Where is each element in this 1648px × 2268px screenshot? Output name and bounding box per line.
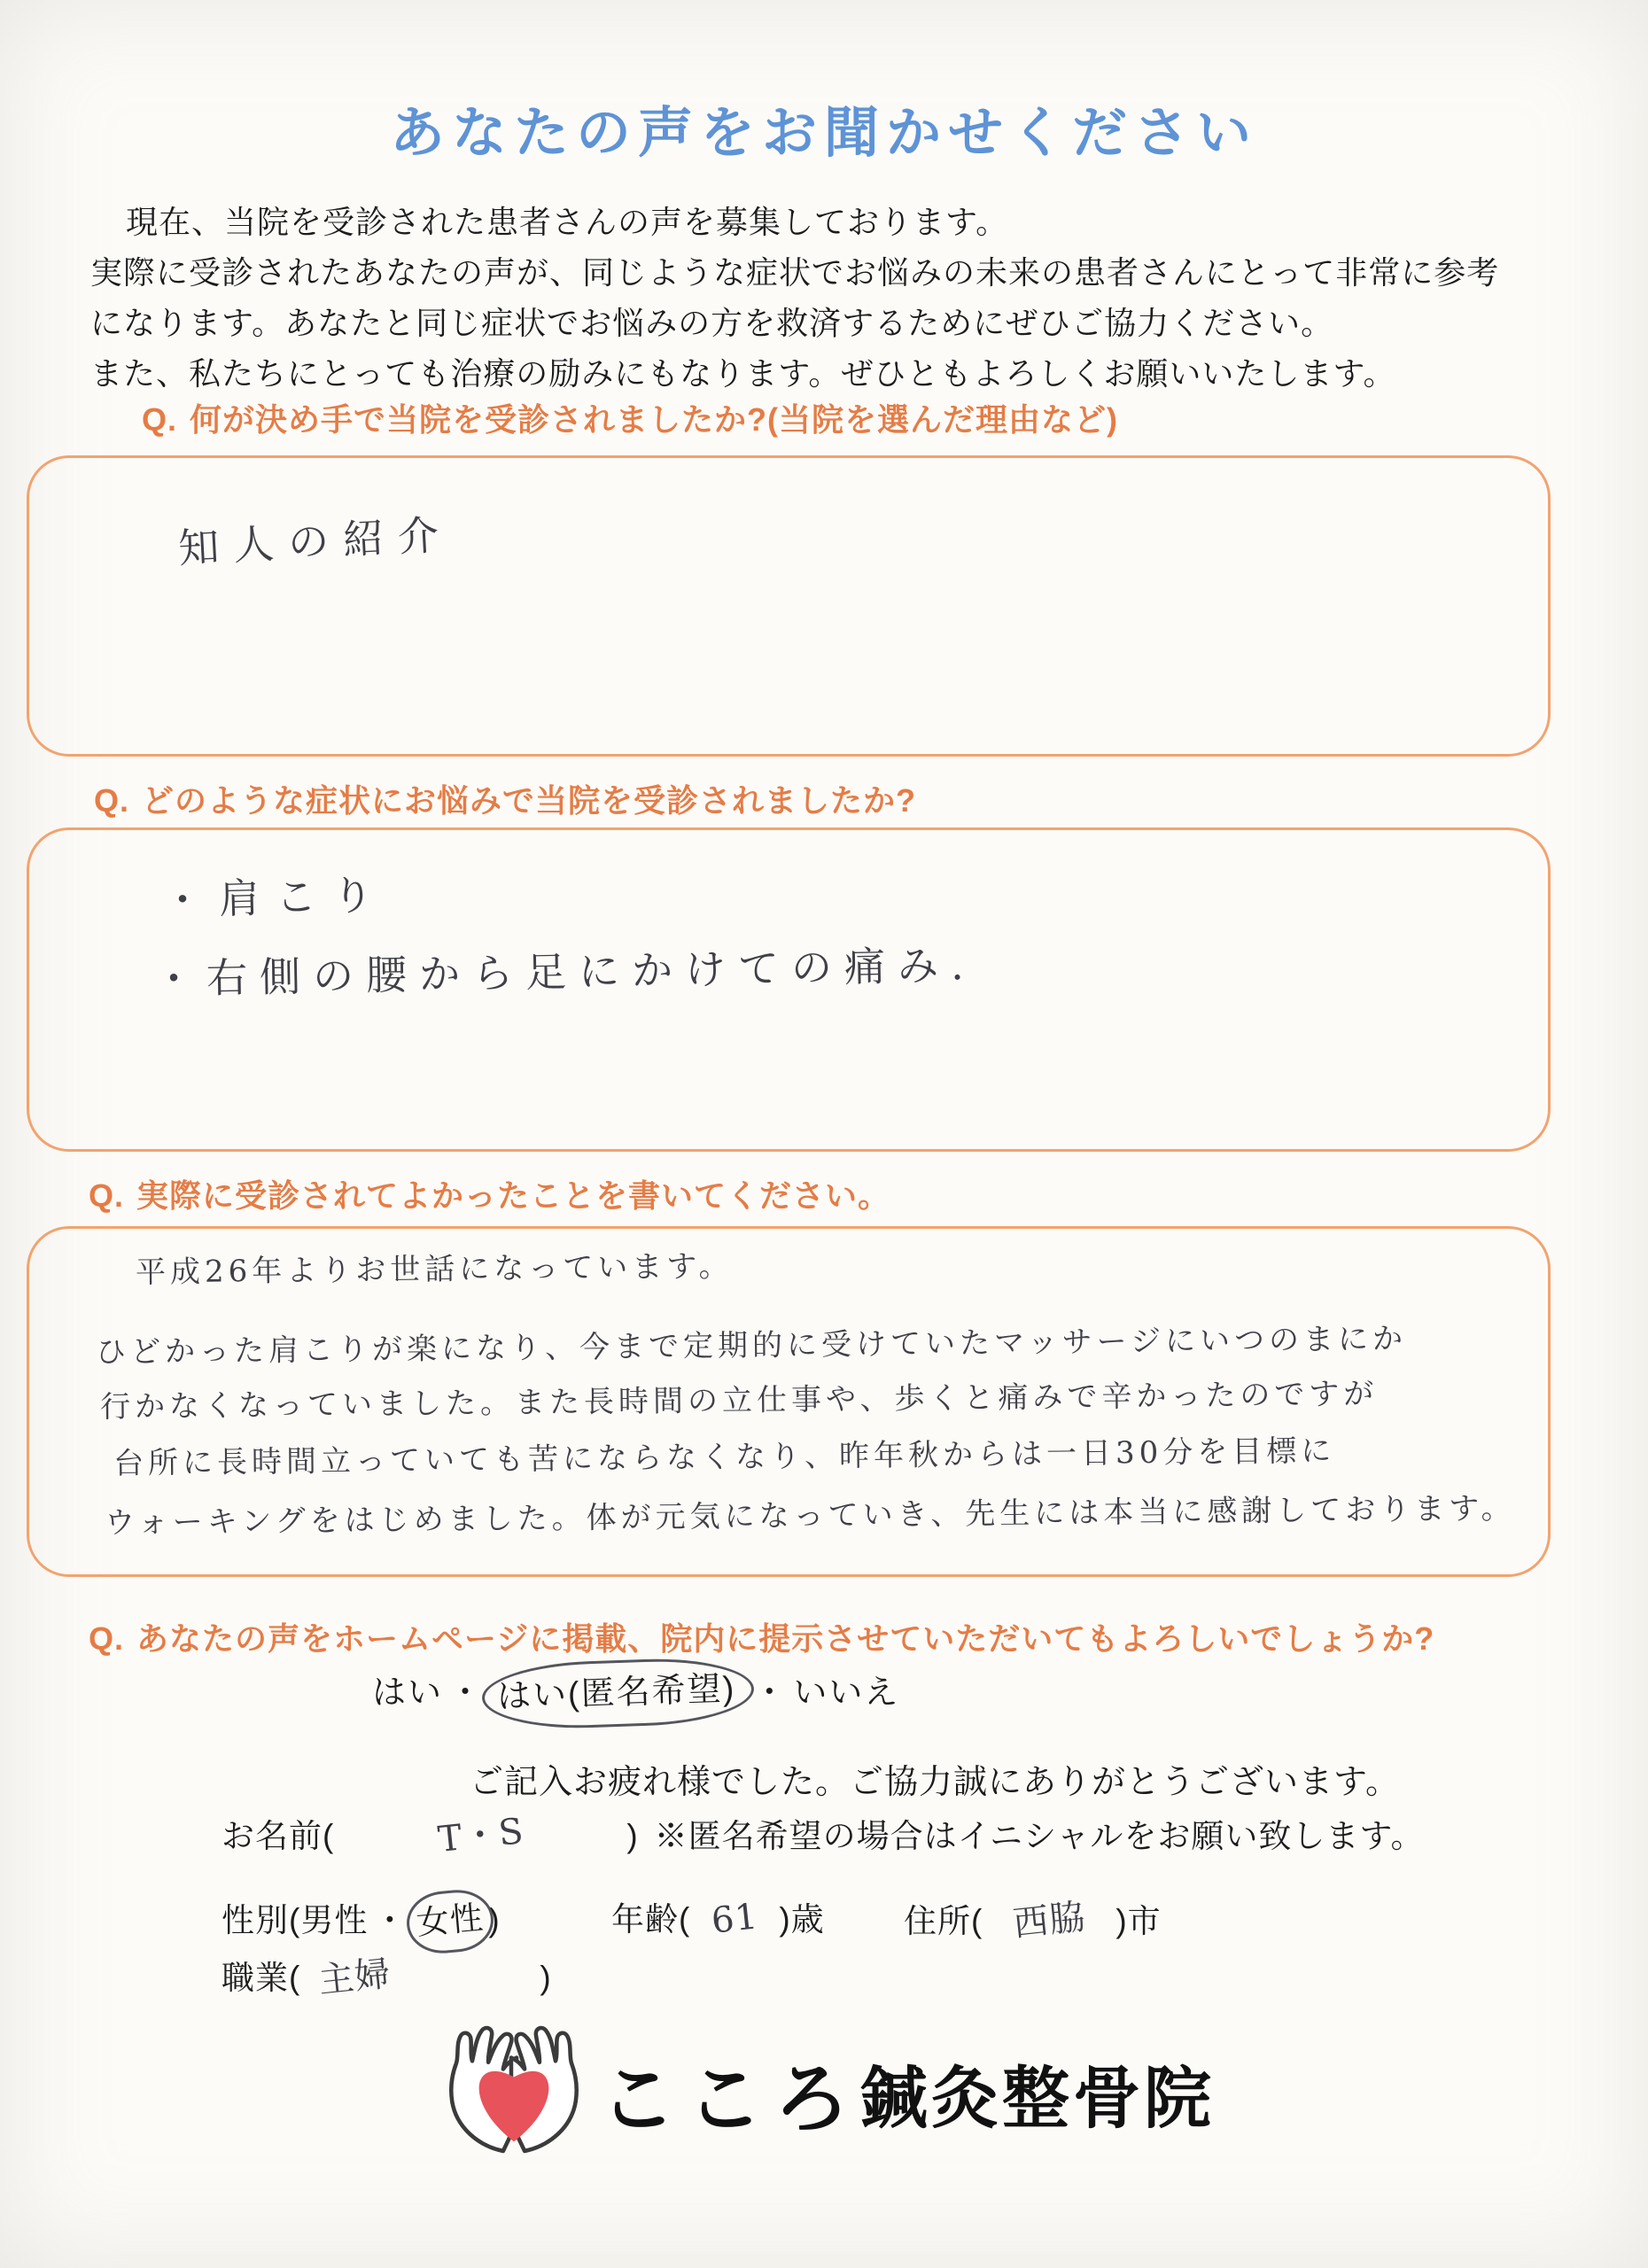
gender-separator: ・ — [373, 1902, 408, 1938]
address-field — [904, 1892, 1162, 1946]
paren: ) — [540, 1960, 552, 1996]
paren: ) — [488, 1902, 501, 1938]
handwritten-age: 61 — [709, 1896, 761, 1942]
paren: ( — [289, 1960, 301, 1996]
age-field — [611, 1892, 825, 1940]
handwritten-answer-3-line: 平成26年よりお世話になっています。 — [135, 1248, 734, 1291]
hands-holding-heart-icon — [433, 2022, 595, 2163]
handwritten-answer-3-line: 行かなくなっていました。また長時間の立仕事や、歩くと痛みで辛かったのですが — [99, 1376, 1379, 1425]
name-value-slot — [334, 1807, 626, 1858]
consent-option-yes-anonymous: はい(匿名希望) — [496, 1670, 736, 1716]
name-label: お名前 — [222, 1818, 323, 1854]
handwritten-answer-1: 知人の紹介 — [176, 509, 455, 573]
name-field — [222, 1807, 1424, 1858]
handwritten-answer-3-line: 台所に長時間立っていても苦にならなくなり、昨年秋からは一日30分を目標に — [113, 1433, 1336, 1482]
question-4-text: あなたの声をホームページに掲載、院内に提示させていただいてもよろしいでしょうか? — [136, 1620, 1435, 1657]
paren: ( — [323, 1818, 335, 1854]
thanks-message: ご記入お疲れ様でした。ご協力誠にありがとうございます。 — [470, 1764, 1400, 1801]
consent-options-row — [372, 1662, 899, 1725]
clinic-name-kana: こころ — [600, 2057, 860, 2142]
page-title: あなたの声をお聞かせください — [389, 103, 1258, 164]
consent-option-yes: はい — [372, 1674, 444, 1712]
question-1-heading — [142, 395, 1118, 440]
consent-option-no: いいえ — [793, 1674, 900, 1712]
gender-field — [222, 1892, 501, 1951]
age-suffix: 歳 — [790, 1901, 825, 1938]
question-2-heading — [94, 776, 916, 821]
gender-label: 性別 — [222, 1902, 289, 1938]
age-value-slot — [690, 1896, 779, 1942]
address-suffix: 市 — [1127, 1903, 1162, 1939]
handwritten-occupation: 主婦 — [316, 1953, 393, 2002]
question-4-heading — [89, 1614, 1434, 1659]
paren: ( — [971, 1903, 983, 1939]
occupation-value-slot — [300, 1949, 540, 2000]
question-3-heading — [89, 1171, 890, 1216]
gender-option-male: 男性 — [300, 1902, 369, 1938]
question-3-text: 実際に受診されてよかったことを書いてください。 — [136, 1177, 891, 1214]
anonymous-note: ※匿名希望の場合はイニシャルをお願い致します。 — [654, 1818, 1425, 1854]
gender-option-female: 女性 — [415, 1899, 486, 1942]
address-value-slot — [983, 1892, 1116, 1946]
intro-line: 現在、当院を受診された患者さんの声を募集しております。 — [126, 204, 1009, 240]
answer-box-3 — [27, 1226, 1551, 1577]
question-4-prefix: Q. — [89, 1620, 125, 1657]
question-2-prefix: Q. — [94, 782, 130, 819]
consent-separator: ・ — [448, 1674, 485, 1712]
age-label: 年齢 — [611, 1901, 679, 1938]
paren: ) — [779, 1901, 791, 1938]
handwritten-answer-3-line: ひどかった肩こりが楽になり、今まで定期的に受けていたマッサージにいつのまにか — [95, 1321, 1408, 1371]
consent-separator: ・ — [752, 1674, 789, 1712]
question-1-text: 何が決め手で当院を受診されましたか?(当院を選んだ理由など) — [190, 401, 1118, 438]
intro-line: また、私たちにとっても治療の励みにもなります。ぜひともよろしくお願いいたします。 — [90, 355, 1396, 392]
handwritten-circle-mark — [481, 1656, 756, 1732]
handwritten-circle-mark — [404, 1887, 496, 1956]
intro-paragraph — [90, 197, 1586, 399]
intro-line: 実際に受診されたあなたの声が、同じような症状でお悩みの未来の患者さんにとって非常に参考 — [90, 254, 1500, 291]
answer-box-1 — [27, 455, 1551, 757]
intro-line: になります。あなたと同じ症状でお悩みの方を救済するためにぜひご協力ください。 — [90, 305, 1334, 341]
occupation-label: 職業 — [222, 1960, 289, 1996]
handwritten-address: 西脇 — [1011, 1896, 1088, 1946]
handwritten-answer-2-line: ・右側の腰から足にかけての痛み. — [152, 940, 977, 1004]
handwritten-name-initials: T・S — [436, 1811, 526, 1860]
address-label: 住所 — [904, 1903, 971, 1939]
paren: ) — [626, 1818, 639, 1854]
answer-box-2 — [27, 827, 1551, 1152]
clinic-name-kanji: 鍼灸整骨院 — [860, 2062, 1215, 2137]
paren: ) — [1116, 1903, 1128, 1939]
paren: ( — [679, 1901, 691, 1938]
paren: ( — [289, 1902, 301, 1938]
question-1-prefix: Q. — [142, 401, 178, 438]
question-3-prefix: Q. — [89, 1177, 125, 1214]
occupation-field — [222, 1949, 552, 2000]
handwritten-answer-3-line: ウォーキングをはじめました。体が元気になっていき、先生には本当に感謝しております。 — [104, 1490, 1516, 1542]
handwritten-answer-2-line: ・肩こり — [161, 870, 390, 925]
question-2-text: どのような症状にお悩みで当院を受診されましたか? — [142, 782, 917, 819]
clinic-logo — [433, 2022, 1215, 2163]
